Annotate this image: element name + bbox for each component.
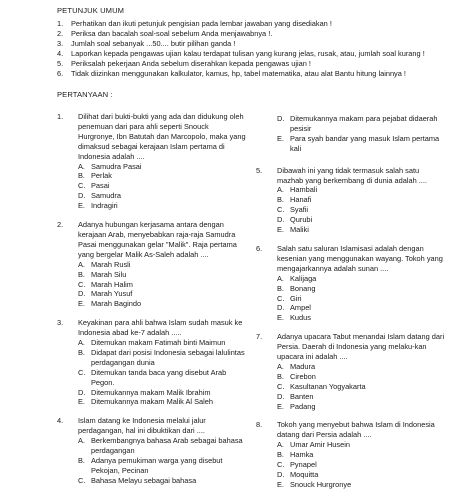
option-text: Perlak xyxy=(91,171,112,181)
option-letter: B. xyxy=(78,347,85,357)
option-text: Ditemukannya makam Malik Ibrahim xyxy=(91,387,211,397)
answer-option xyxy=(78,162,247,172)
answer-option xyxy=(78,436,247,456)
answer-option xyxy=(277,440,446,450)
answer-option xyxy=(277,402,446,412)
option-letter: B. xyxy=(78,171,85,181)
question-number: 3. xyxy=(57,318,64,328)
answer-option xyxy=(78,171,247,181)
answer-option xyxy=(277,185,446,195)
option-letter: C. xyxy=(277,381,285,391)
question-number: 8. xyxy=(256,420,263,430)
option-letter: D. xyxy=(277,215,285,225)
question-text: Adanya hubungan kerjasama antara dengan kerajaan Arab, menyebabkan raja-raja Samudra Pasai menggunakan gelar "Malik". Raja pertama yang bergelar Malik As-Saleh adalah .... xyxy=(78,220,237,259)
option-letter: E. xyxy=(277,133,284,143)
option-letter: C. xyxy=(78,367,86,377)
option-letter: D. xyxy=(277,303,285,313)
option-text: Marah Bagindo xyxy=(91,299,142,309)
instruction-number: 3. xyxy=(57,39,64,48)
option-letter: E. xyxy=(277,401,284,411)
option-text: Moquitta xyxy=(290,470,319,479)
option-letter: A. xyxy=(78,338,85,348)
option-text: Syafii xyxy=(290,205,309,215)
question-number xyxy=(256,114,277,154)
answer-option xyxy=(277,284,446,294)
instructions-heading: PETUNJUK UMUM xyxy=(57,6,125,15)
instruction-number: 5. xyxy=(57,59,64,68)
option-text: Hambali xyxy=(290,185,318,195)
option-text: Samudra Pasai xyxy=(91,161,142,171)
option-letter: C. xyxy=(277,205,285,215)
instruction-number: 4. xyxy=(57,49,64,58)
question-number: 2. xyxy=(57,220,64,230)
question-body xyxy=(78,220,247,309)
option-letter: D. xyxy=(277,114,285,123)
option-text: Qurubi xyxy=(290,215,313,225)
right-question-column xyxy=(256,114,446,499)
question-body xyxy=(277,244,446,323)
question-body xyxy=(277,114,446,154)
instruction-number: 6. xyxy=(57,69,64,78)
instruction-item xyxy=(57,69,462,79)
instruction-number: 1. xyxy=(57,19,64,28)
answer-option xyxy=(277,134,446,154)
question-item xyxy=(57,416,247,485)
option-text: Berkembangnya bahasa Arab sebagai bahasa perdagangan xyxy=(91,436,243,456)
answer-option xyxy=(277,470,446,480)
instruction-number: 2. xyxy=(57,29,64,38)
option-letter: D. xyxy=(78,387,86,397)
question-item xyxy=(256,244,446,323)
option-text: Marah Halim xyxy=(91,279,133,289)
question-text: Salah satu saluran Islamisasi adalah dengan kesenian yang menggunakan wayang. Tokoh yang mengajarkannya adalah sunan .... xyxy=(277,243,443,273)
question-text: Islam datang ke Indonesia melalui jalur perdagangan, hal ini dibuktikan dari .... xyxy=(78,416,206,436)
option-letter: A. xyxy=(277,440,284,450)
option-text: Umar Amir Husein xyxy=(290,440,350,450)
option-letter: A. xyxy=(78,436,85,446)
answer-option xyxy=(78,181,247,191)
answer-option xyxy=(78,191,247,201)
instruction-text: Periksalah pekerjaan Anda sebelum diserahkan kepada pengawas ujian ! xyxy=(71,59,311,68)
option-letter: B. xyxy=(277,450,284,460)
answer-option xyxy=(277,362,446,372)
answer-option xyxy=(78,456,247,476)
answer-option xyxy=(78,260,247,270)
instruction-text: Laporkan kepada pengawas ujian kalau terdapat tulisan yang kurang jelas, rusak, atau, jumlah soal kurang ! xyxy=(71,49,425,58)
question-item xyxy=(256,332,446,411)
option-letter: E. xyxy=(277,225,284,235)
option-letter: D. xyxy=(78,289,86,299)
answer-option xyxy=(277,205,446,215)
instruction-item xyxy=(57,29,462,39)
option-text: Ditemukan tanda baca yang disebut Arab Pegon. xyxy=(91,367,227,387)
option-text: Indragiri xyxy=(91,201,118,211)
answer-option xyxy=(78,348,247,368)
option-text: Marah Yusuf xyxy=(91,289,133,299)
option-text: Ditemukannya makam Malik Al Saleh xyxy=(91,397,213,407)
option-text: Ditemukan makam Fatimah binti Maimun xyxy=(91,338,226,348)
option-letter: A. xyxy=(78,161,85,171)
option-text: Snouck Hurgronye xyxy=(290,479,352,489)
question-number: 6. xyxy=(256,243,263,253)
option-text: Kasultanan Yogyakarta xyxy=(290,381,366,391)
question-text: Dibawah ini yang tidak termasuk salah satu mazhab yang berkembang di dunia adalah .... xyxy=(277,165,427,185)
question-item xyxy=(256,114,446,154)
option-text: Bahasa Melayu sebagai bahasa xyxy=(91,475,197,485)
option-letter: E. xyxy=(78,397,85,407)
instruction-text: Tidak diizinkan menggunakan kalkulator, kamus, hp, tabel matematika, atau alat Bantu hitung lainnya ! xyxy=(71,69,406,78)
question-item xyxy=(57,112,247,211)
instruction-text: Jumlah soal sebanyak ...50.... butir pilihan ganda ! xyxy=(71,39,236,48)
option-text: Didapat dari posisi Indonesia sebagai lalulintas perdagangan dunia xyxy=(91,347,245,367)
option-text: Pasai xyxy=(91,181,110,191)
instruction-item xyxy=(57,19,462,29)
option-letter: D. xyxy=(277,391,285,401)
question-body xyxy=(277,166,446,235)
question-item xyxy=(57,220,247,309)
option-text: Madura xyxy=(290,361,316,371)
instruction-item xyxy=(57,49,462,59)
answer-option xyxy=(78,270,247,280)
answer-option xyxy=(78,368,247,388)
question-body xyxy=(78,416,247,485)
option-letter: C. xyxy=(277,293,285,303)
answer-option xyxy=(78,476,247,486)
question-text: Keyakinan para ahli bahwa Islam sudah masuk ke Indonesia abad ke-7 adalah ..... xyxy=(78,318,243,338)
option-letter: B. xyxy=(277,195,284,205)
question-text: Tokoh yang menyebut bahwa Islam di Indonesia datang dari Persia adalah .... xyxy=(277,420,435,440)
option-letter: A. xyxy=(277,273,284,283)
question-body xyxy=(277,420,446,489)
option-letter: A. xyxy=(78,259,85,269)
option-text: Marah Rusli xyxy=(91,259,131,269)
option-letter: D. xyxy=(78,191,86,201)
option-letter: C. xyxy=(277,460,285,470)
answer-option xyxy=(277,274,446,284)
option-text: Padang xyxy=(290,401,316,411)
option-text: Adanya pemukiman warga yang disebut Pekojan, Pecinan xyxy=(91,456,223,475)
answer-option xyxy=(277,450,446,460)
option-letter: B. xyxy=(277,283,284,293)
question-text: Dilihat dari bukti-bukti yang ada dan didukung oleh penemuan dari para ahli seperti Snouck Hurgronye, Ibn Batutah dan Marcopolo, maka yang dimaksud sebagai kerajaan Islam pertama di Indonesia adalah .... xyxy=(78,112,246,161)
option-text: Kudus xyxy=(290,313,311,323)
answer-option xyxy=(277,382,446,392)
option-letter: B. xyxy=(78,456,85,465)
instruction-item xyxy=(57,59,462,69)
answer-option xyxy=(78,280,247,290)
option-text: Maliki xyxy=(290,225,309,235)
answer-option xyxy=(78,201,247,211)
questions-heading: PERTANYAAN : xyxy=(57,90,113,99)
option-letter: A. xyxy=(277,361,284,371)
option-letter: E. xyxy=(78,299,85,309)
answer-option xyxy=(78,338,247,348)
question-item xyxy=(256,420,446,489)
option-text: Para syah bandar yang masuk Islam pertama kali xyxy=(290,133,440,153)
option-text: Banten xyxy=(290,391,314,401)
instruction-list xyxy=(57,19,462,79)
option-letter: B. xyxy=(277,371,284,381)
question-number: 5. xyxy=(256,165,263,175)
question-body xyxy=(78,112,247,211)
question-number: 4. xyxy=(57,416,64,426)
instruction-text: Periksa dan bacalah soal-soal sebelum Anda menjawabnya !. xyxy=(71,29,273,38)
option-text: Samudra xyxy=(91,191,121,201)
answer-option xyxy=(277,303,446,313)
answer-option xyxy=(277,225,446,235)
option-letter: A. xyxy=(277,185,284,195)
option-text: Pynapel xyxy=(290,460,317,470)
answer-option xyxy=(277,114,446,134)
answer-option xyxy=(78,299,247,309)
question-number: 7. xyxy=(256,332,263,342)
question-item xyxy=(256,166,446,235)
option-letter: C. xyxy=(78,279,86,289)
question-item xyxy=(57,318,247,407)
question-body xyxy=(277,332,446,411)
answer-option xyxy=(277,460,446,470)
option-text: Hamka xyxy=(290,450,314,460)
option-letter: B. xyxy=(78,269,85,279)
answer-option xyxy=(277,313,446,323)
option-letter: C. xyxy=(78,181,86,191)
answer-option xyxy=(78,388,247,398)
option-text: Ampel xyxy=(290,303,311,313)
option-text: Kalijaga xyxy=(290,273,317,283)
option-text: Giri xyxy=(290,293,302,303)
option-letter: C. xyxy=(78,475,86,485)
answer-option xyxy=(277,195,446,205)
answer-option xyxy=(277,215,446,225)
answer-option xyxy=(78,289,247,299)
option-text: Ditemukannya makam para pejabat didaerah pesisir xyxy=(290,114,438,133)
option-letter: D. xyxy=(277,470,285,479)
option-letter: E. xyxy=(78,201,85,211)
answer-option xyxy=(277,372,446,382)
question-number: 1. xyxy=(57,112,64,121)
answer-option xyxy=(78,397,247,407)
question-body xyxy=(78,318,247,407)
option-text: Cirebon xyxy=(290,371,316,381)
option-text: Marah Silu xyxy=(91,269,127,279)
question-text: Adanya upacara Tabut menandai Islam datang dari Persia. Daerah di Indonesia yang melaku-kan upacara ini adalah .... xyxy=(277,332,445,362)
option-text: Bonang xyxy=(290,283,316,293)
left-question-column xyxy=(57,112,247,495)
instruction-text: Perhatikan dan ikuti petunjuk pengisian pada lembar jawaban yang disediakan ! xyxy=(71,19,332,28)
answer-option xyxy=(277,392,446,402)
answer-option xyxy=(277,294,446,304)
instruction-item xyxy=(57,39,462,49)
answer-option xyxy=(277,480,446,490)
option-letter: E. xyxy=(277,313,284,323)
option-text: Hanafi xyxy=(290,195,312,205)
option-letter: E. xyxy=(277,479,284,489)
